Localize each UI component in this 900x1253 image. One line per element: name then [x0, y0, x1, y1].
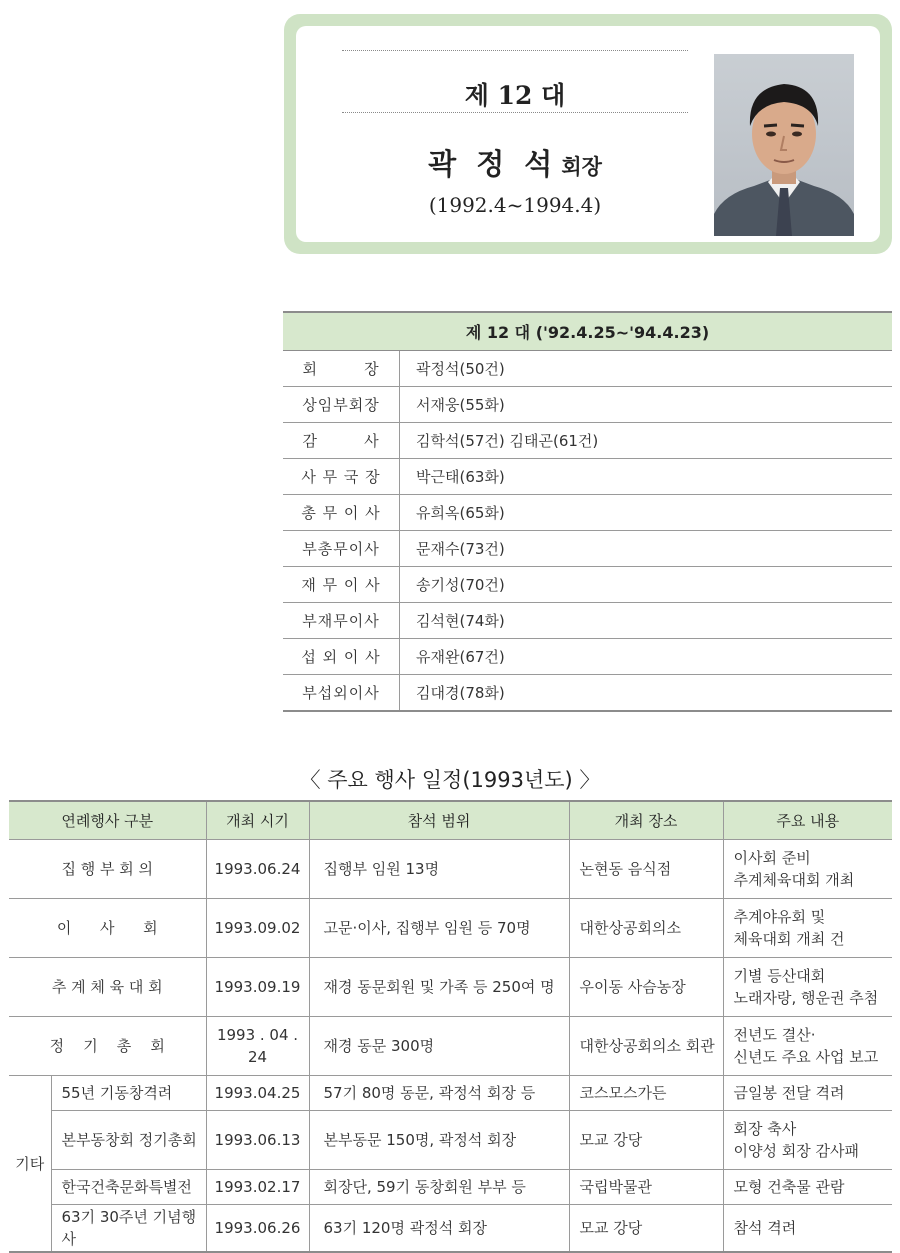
- officer-person: 유재완(67건): [400, 639, 893, 675]
- officer-person: 김석현(74화): [400, 603, 893, 639]
- officer-role: 부재무이사: [283, 603, 400, 639]
- schedule-title: 〈 주요 행사 일정(1993년도) 〉: [299, 768, 601, 792]
- officer-row: [283, 603, 892, 639]
- event-attendees: 57기 80명 동문, 곽정석 회장 등: [309, 1076, 569, 1111]
- table-row: [9, 1076, 892, 1111]
- event-date: 1993.06.24: [206, 840, 309, 899]
- event-date: 1993.02.17: [206, 1170, 309, 1205]
- event-note-line: 기별 등산대회: [733, 967, 826, 985]
- event-attendees: 집행부 임원 13명: [309, 840, 569, 899]
- term-period: (1992.4~1994.4): [428, 193, 602, 217]
- etc-event-name: 63기 30주년 기념행사: [51, 1205, 206, 1253]
- officer-person: 문재수(73건): [400, 531, 893, 567]
- event-date: 1993.06.13: [206, 1111, 309, 1170]
- officer-role: 사 무 국 장: [283, 459, 400, 495]
- event-attendees: 본부동문 150명, 곽정석 회장: [309, 1111, 569, 1170]
- event-notes: [723, 1076, 892, 1111]
- table-row: [9, 1205, 892, 1253]
- table-row: [9, 899, 892, 958]
- event-place: 논현동 음식점: [569, 840, 723, 899]
- profile-card: [284, 14, 892, 254]
- event-category: 추 계 체 육 대 회: [9, 958, 206, 1017]
- event-place: 모교 강당: [569, 1205, 723, 1253]
- col-header-attendees: 참석 범위: [309, 801, 569, 840]
- president-portrait-photo: [714, 54, 854, 236]
- event-notes: [723, 899, 892, 958]
- event-notes: [723, 1205, 892, 1253]
- event-attendees: 고문·이사, 집행부 임원 등 70명: [309, 899, 569, 958]
- table-row: [9, 958, 892, 1017]
- event-notes: [723, 840, 892, 899]
- officer-role: 총 무 이 사: [283, 495, 400, 531]
- event-note-line: 신년도 주요 사업 보고: [733, 1048, 879, 1066]
- event-place: 대한상공회의소: [569, 899, 723, 958]
- event-notes: [723, 1170, 892, 1205]
- officer-row: [283, 495, 892, 531]
- officer-person: 곽정석(50건): [400, 351, 893, 387]
- president-name-line: [342, 142, 688, 183]
- officer-person: 유희옥(65화): [400, 495, 893, 531]
- officers-heading: 제 12 대 ('92.4.25~'94.4.23): [283, 312, 892, 351]
- col-header-notes: 주요 내용: [723, 801, 892, 840]
- dotted-divider-bottom: [342, 112, 688, 113]
- officer-role: 부총무이사: [283, 531, 400, 567]
- event-notes: [723, 1111, 892, 1170]
- event-place: 국립박물관: [569, 1170, 723, 1205]
- officer-row: [283, 531, 892, 567]
- etc-event-name: 한국건축문화특별전: [51, 1170, 206, 1205]
- table-row: [9, 1170, 892, 1205]
- officer-row: [283, 351, 892, 387]
- officer-row: [283, 675, 892, 712]
- event-note-line: 이양성 회장 감사패: [733, 1142, 859, 1160]
- event-note-line: 추계체육대회 개최: [733, 871, 855, 889]
- event-note-line: 참석 격려: [733, 1219, 797, 1237]
- officer-role: 감 사: [283, 423, 400, 459]
- event-attendees: 회장단, 59기 동창회원 부부 등: [309, 1170, 569, 1205]
- event-date: 1993.09.02: [206, 899, 309, 958]
- officers-table: [283, 311, 892, 712]
- schedule-table: [9, 800, 892, 1253]
- event-note-line: 금일봉 전달 격려: [733, 1084, 845, 1102]
- etc-category: 기타: [9, 1076, 51, 1253]
- col-header-place: 개최 장소: [569, 801, 723, 840]
- schedule-header-row: [9, 801, 892, 840]
- event-note-line: 전년도 결산·: [733, 1026, 816, 1044]
- officer-row: [283, 387, 892, 423]
- officer-row: [283, 459, 892, 495]
- event-date: 1993.06.26: [206, 1205, 309, 1253]
- officer-person: 박근태(63화): [400, 459, 893, 495]
- term-label: 제 12 대: [464, 81, 566, 110]
- event-note-line: 노래자랑, 행운권 추첨: [733, 989, 879, 1007]
- table-row: [9, 840, 892, 899]
- officer-role: 상임부회장: [283, 387, 400, 423]
- president-name: 곽 정 석: [428, 147, 558, 181]
- event-category: 정 기 총 회: [9, 1017, 206, 1076]
- event-attendees: 재경 동문회원 및 가족 등 250여 명: [309, 958, 569, 1017]
- officer-person: 김대경(78화): [400, 675, 893, 712]
- officer-role: 섭 외 이 사: [283, 639, 400, 675]
- table-row: [9, 1017, 892, 1076]
- etc-event-name: 55년 기동창격려: [51, 1076, 206, 1111]
- officer-row: [283, 423, 892, 459]
- officer-person: 김학석(57건) 김태곤(61건): [400, 423, 893, 459]
- officer-person: 서재웅(55화): [400, 387, 893, 423]
- event-date: 1993 . 04 . 24: [206, 1017, 309, 1076]
- col-header-date: 개최 시기: [206, 801, 309, 840]
- event-note-line: 추계야유회 및: [733, 908, 826, 926]
- event-place: 우이동 사슴농장: [569, 958, 723, 1017]
- officer-role: 회 장: [283, 351, 400, 387]
- event-note-line: 이사회 준비: [733, 849, 811, 867]
- officer-role: 재 무 이 사: [283, 567, 400, 603]
- event-date: 1993.04.25: [206, 1076, 309, 1111]
- officer-person: 송기성(70건): [400, 567, 893, 603]
- event-place: 코스모스가든: [569, 1076, 723, 1111]
- event-attendees: 재경 동문 300명: [309, 1017, 569, 1076]
- col-header-category: 연례행사 구분: [9, 801, 206, 840]
- event-place: 대한상공회의소 회관: [569, 1017, 723, 1076]
- etc-event-name: 본부동창회 정기총회: [51, 1111, 206, 1170]
- table-row: [9, 1111, 892, 1170]
- officer-row: [283, 639, 892, 675]
- event-attendees: 63기 120명 곽정석 회장: [309, 1205, 569, 1253]
- event-notes: [723, 1017, 892, 1076]
- event-category: 집 행 부 회 의: [9, 840, 206, 899]
- dotted-divider-top: [342, 50, 688, 51]
- president-title: 회장: [561, 154, 602, 179]
- profile-card-inner: [296, 26, 880, 242]
- event-category: 이 사 회: [9, 899, 206, 958]
- officers-header-row: [283, 312, 892, 351]
- event-note-line: 회장 축사: [733, 1120, 797, 1138]
- event-notes: [723, 958, 892, 1017]
- officer-row: [283, 567, 892, 603]
- officer-role: 부섭외이사: [283, 675, 400, 712]
- event-note-line: 모형 건축물 관람: [733, 1178, 845, 1196]
- event-place: 모교 강당: [569, 1111, 723, 1170]
- event-note-line: 체육대회 개최 건: [733, 930, 845, 948]
- event-date: 1993.09.19: [206, 958, 309, 1017]
